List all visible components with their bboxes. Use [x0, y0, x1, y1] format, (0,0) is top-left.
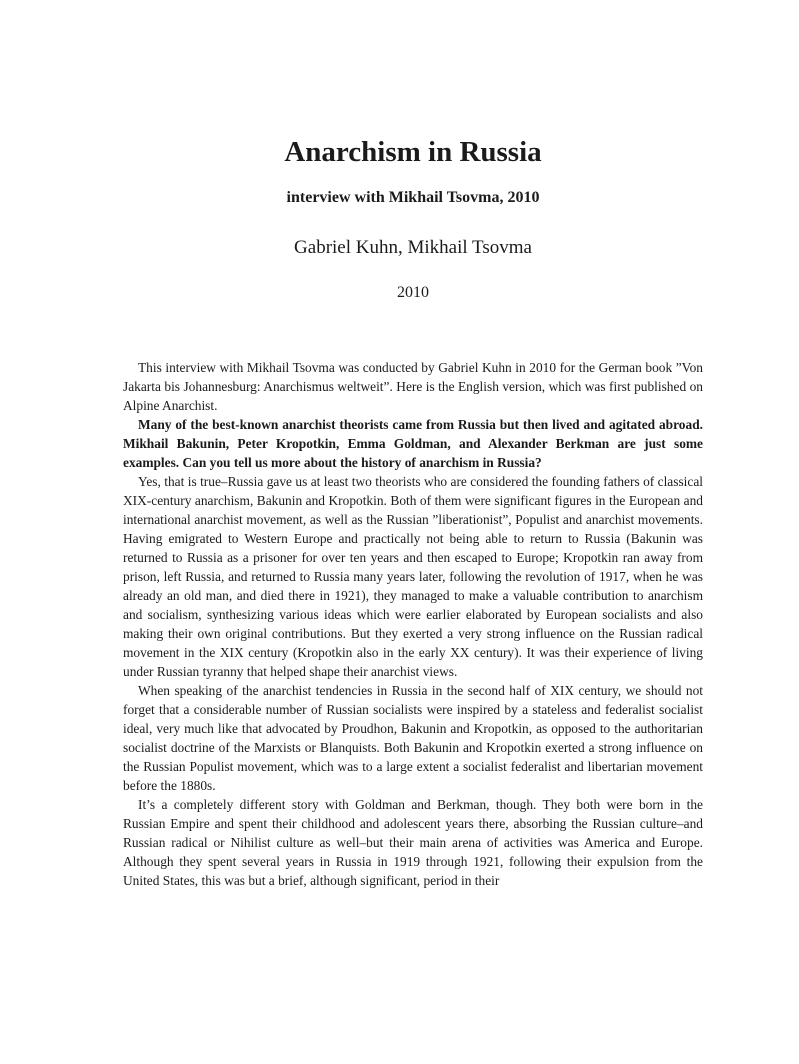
text-column [123, 136, 703, 890]
article-body [123, 358, 703, 890]
page-title: Anarchism in Russia [284, 136, 542, 168]
authors-line: Gabriel Kuhn, Mikhail Tsovma [294, 237, 532, 258]
date-line: 2010 [397, 284, 429, 301]
paragraph-answer-1: Yes, that is true–Russia gave us at least two theorists who are considered the founding fathers of classical XIX-century anarchism, Bakunin and Kropotkin. Both of them were significant figures in the European and international anarchist movement, as well as the Russian ”liberationist”, Populist and anarchist movements. Having emigrated to Western Europe and practically not being able to return to Russia (Bakunin was returned to Russia as a prisoner for over ten years and then escaped to Europe; Kropotkin ran away from prison, left Russia, and returned to Russia many years later, following the revolution of 1917, when he was already an old man, and died there in 1921), they managed to make a valuable contribution to anarchism and socialism, synthesizing various ideas which were earlier elaborated by European socialists and also making their own original contributions. But they exerted a very strong influence on the Russian radical movement in the XIX century (Kropotkin also in the early XX century). It was their experience of living under Russian tyranny that helped shape their anarchist views. [123, 474, 703, 679]
page-subtitle: interview with Mikhail Tsovma, 2010 [286, 189, 540, 206]
paragraph-intro: This interview with Mikhail Tsovma was conducted by Gabriel Kuhn in 2010 for the German book ”Von Jakarta bis Johannesburg: Anarchismus weltweit”. Here is the English version, which was first published on Alpine Anarchist. [123, 360, 703, 413]
paragraph-answer-3: It’s a completely different story with Goldman and Berkman, though. They both were born in the Russian Empire and spent their childhood and adolescent years there, absorbing the Russian culture–and Russian radical or Nihilist culture as well–but their main arena of activities was America and Europe. Although they spent several years in Russia in 1919 through 1921, following their expulsion from the United States, this was but a brief, although significant, period in their [123, 797, 703, 888]
paragraph-answer-2: When speaking of the anarchist tendencies in Russia in the second half of XIX century, we should not forget that a considerable number of Russian socialists were inspired by a stateless and federalist socialist ideal, very much like that advocated by Proudhon, Bakunin and Kropotkin, as opposed to the authoritarian socialist doctrine of the Marxists or Blanquists. Both Bakunin and Kropotkin exerted a strong influence on the Russian Populist movement, which was to a large extent a socialist federalist and libertarian movement before the 1880s. [123, 683, 703, 793]
paragraph-interview-question: Many of the best-known anarchist theorists came from Russia but then lived and agitated abroad. Mikhail Bakunin, Peter Kropotkin, Emma Goldman, and Alexander Berkman are just some examples. Can you tell us more about the history of anarchism in Russia? [123, 417, 703, 470]
